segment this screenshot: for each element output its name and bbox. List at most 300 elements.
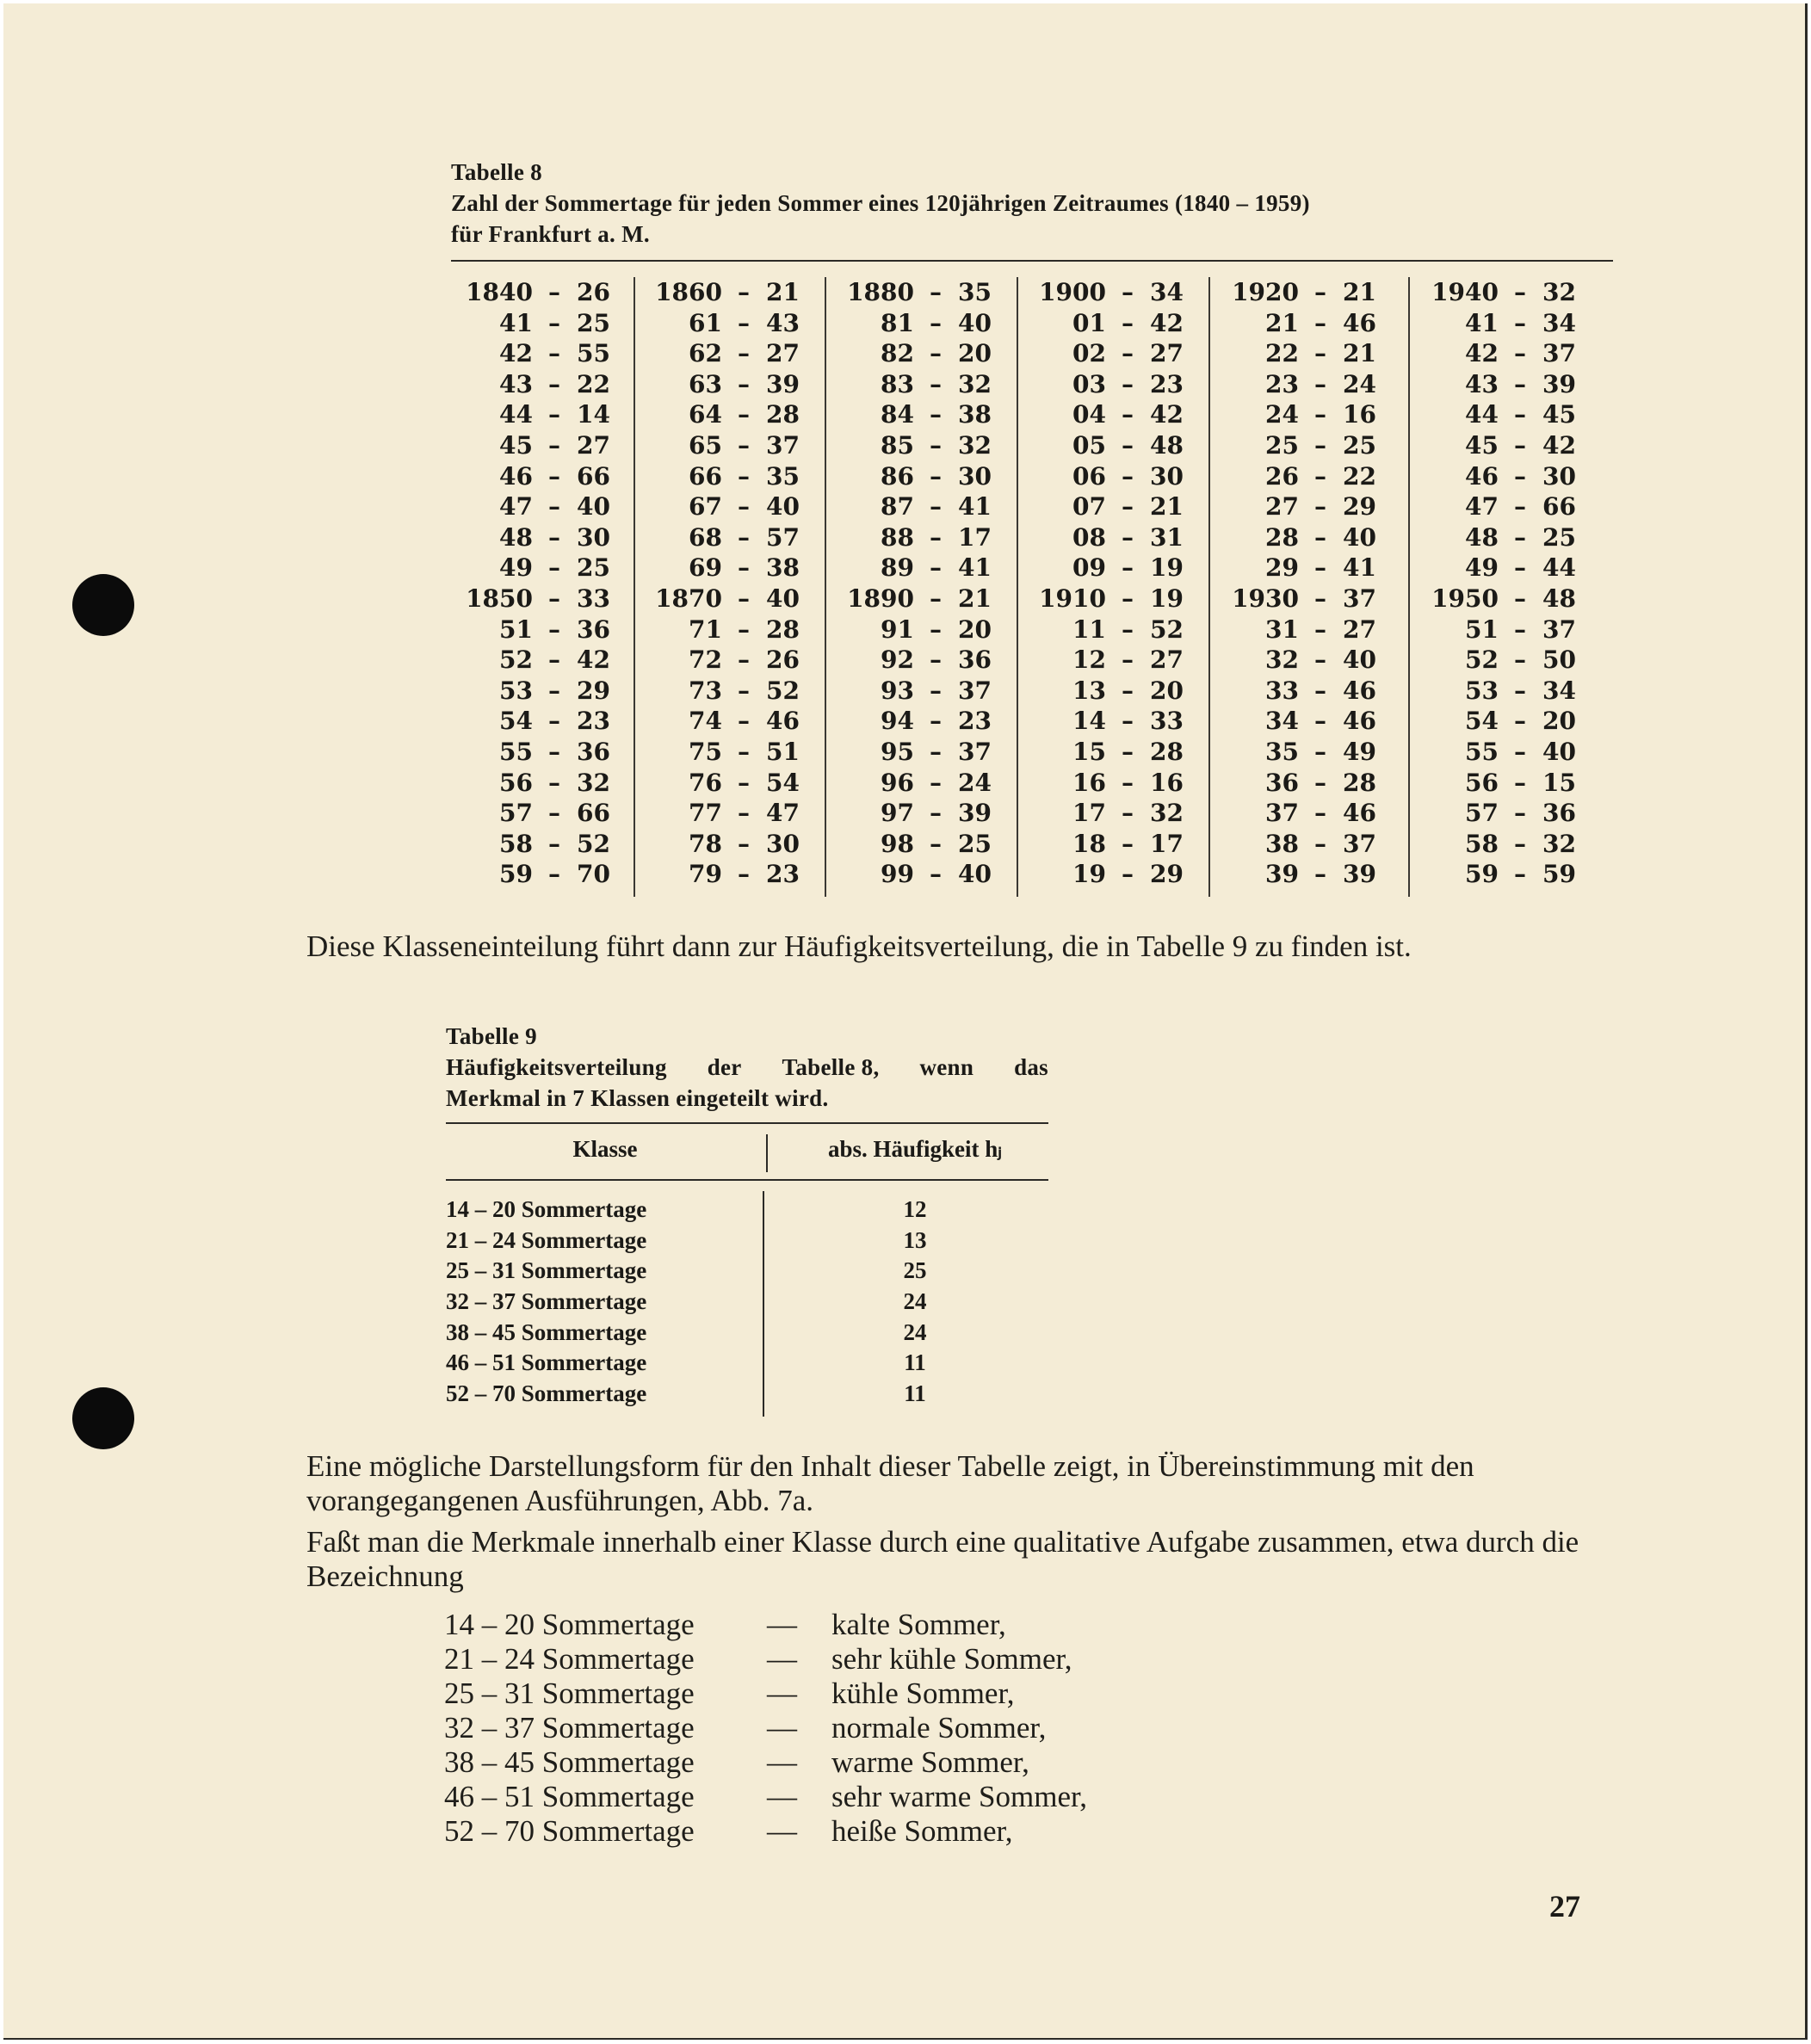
table8-year: 78 [689,829,722,858]
table8-count: 46 [1343,799,1376,828]
table8-dash: – [738,584,750,613]
table8-count: 28 [766,400,800,429]
table9-klasse: 38 – 45 Sommertage [446,1318,647,1345]
table8-year: 15 [1072,737,1106,766]
table8-row [1417,553,1608,584]
table8-dash: – [548,768,560,797]
table8-row [1417,338,1608,369]
table8-year: 71 [689,614,722,644]
table8-row [1217,645,1408,676]
table8-count: 24 [1343,369,1376,398]
table8-row [1217,614,1408,645]
table8-year: 51 [499,614,533,644]
table8-dash: – [738,768,750,797]
table8-count: 30 [958,461,992,491]
table8-year: 46 [1465,461,1499,491]
table8-row [640,338,825,369]
table8-count: 25 [577,308,610,337]
table8-row [640,859,825,890]
table8-row [1024,859,1208,890]
table8-row [451,461,634,492]
paragraph-merkmale: Faßt man die Merkmale innerhalb einer Klasse durch eine qualitative Aufgabe zusammen, etwa durch die Bezeichnung [306,1525,1579,1593]
table8-count: 36 [1542,799,1576,828]
table8-row [832,338,1017,369]
table8-dash: – [1514,400,1526,429]
table8-row [1417,308,1608,339]
table8-dash: – [1514,369,1526,398]
table8-count: 46 [1343,676,1376,705]
table8-count: 31 [1150,522,1184,552]
table8-year: 14 [1072,707,1106,736]
table8-row [832,369,1017,400]
table8-row [1417,859,1608,890]
classification-range: 46 – 51 Sommertage [444,1780,695,1813]
table8-dash: – [1122,799,1134,828]
table8-year: 36 [1265,768,1299,797]
table8-row [832,399,1017,430]
table8-year: 94 [881,707,914,736]
table8-row [832,308,1017,339]
table8-year: 56 [1465,768,1499,797]
table8-year: 54 [1465,707,1499,736]
table8-dash: – [1514,860,1526,889]
table8-count: 25 [1343,430,1376,460]
table8-dash: – [930,707,942,736]
table8-row [1024,614,1208,645]
classification-list [444,1608,1262,1849]
table8-row [832,829,1017,860]
table8-count: 29 [1150,860,1184,889]
table8-count: 37 [1542,339,1576,368]
table8-count: 44 [1542,553,1576,583]
table8-count: 17 [1150,829,1184,858]
table8-year: 85 [881,430,914,460]
table9-row [446,1348,1048,1379]
table8-count: 36 [577,614,610,644]
table8-dash: – [548,860,560,889]
classification-dash: — [767,1780,797,1813]
table8-count: 34 [1542,308,1576,337]
table8-count: 26 [577,278,610,306]
table8-year: 43 [499,369,533,398]
table8-year: 12 [1072,645,1106,675]
table8-count: 40 [1542,737,1576,766]
table8-count: 21 [766,278,800,306]
table9-haeufigkeit: 24 [903,1288,927,1315]
table8-year: 26 [1265,461,1299,491]
table8-year: 11 [1072,614,1106,644]
table8-dash: – [738,645,750,675]
table8-year: 42 [499,339,533,368]
table8-row [1417,430,1608,461]
table8-year: 01 [1072,308,1106,337]
table8-dash: – [930,369,942,398]
table8-count: 32 [577,768,610,797]
classification-item [444,1677,1262,1711]
table8-dash: – [548,369,560,398]
table8-dash: – [1314,308,1326,337]
table8-year: 03 [1072,369,1106,398]
table8-year: 02 [1072,339,1106,368]
table8-dash: – [930,829,942,858]
table8-dash: – [1514,492,1526,522]
table8-row [1217,522,1408,553]
table8-dash: – [1122,339,1134,368]
table8-dash: – [1314,707,1326,736]
table8-count: 37 [958,737,992,766]
table8-row [451,369,634,400]
classification-item [444,1608,1262,1642]
table8-count: 35 [958,278,992,306]
table8-dash: – [738,339,750,368]
table8-year: 37 [1265,799,1299,828]
table8-count: 16 [1343,400,1376,429]
table8-dash: – [1314,676,1326,705]
table8-year: 84 [881,400,914,429]
classification-description: kühle Sommer, [831,1677,1015,1710]
table8-dash: – [1314,645,1326,675]
table8-row [832,645,1017,676]
table8-count: 19 [1150,553,1184,583]
table8-dash: – [548,461,560,491]
table8-year: 61 [689,308,722,337]
table8-row [1217,829,1408,860]
table8-row [1024,829,1208,860]
table8-year: 29 [1265,553,1299,583]
table8-row [1217,308,1408,339]
table8-row [1024,430,1208,461]
table8-row [640,584,825,614]
table8-row [451,338,634,369]
table8-row [1024,553,1208,584]
table8-dash: – [1122,614,1134,644]
table8-year: 74 [689,707,722,736]
table8-count: 39 [1542,369,1576,398]
table8-column [640,277,826,897]
book-page [3,3,1808,2040]
table8-count: 41 [1343,553,1376,583]
table8-year: 62 [689,339,722,368]
table8-row [1024,584,1208,614]
table8-row [1217,491,1408,522]
table8-row [640,491,825,522]
table8-year: 63 [689,369,722,398]
table9-title-word: der [707,1054,742,1080]
table8-row [832,491,1017,522]
table8-year: 1950 [1431,584,1499,613]
table8-count: 51 [766,737,800,766]
table8-year: 33 [1265,676,1299,705]
table8-dash: – [1122,492,1134,522]
table8-count: 32 [1542,829,1576,858]
table8-count: 37 [1343,584,1376,613]
table8-count: 42 [577,645,610,675]
table8-year: 41 [499,308,533,337]
table8-dash: – [1122,522,1134,552]
table8-row [832,768,1017,799]
table9-title-word: das [1014,1054,1048,1080]
table8-year: 1880 [847,278,914,306]
table8-count: 24 [958,768,992,797]
table8-row [451,737,634,768]
table8-year: 59 [1465,860,1499,889]
table8-year: 47 [1465,492,1499,522]
table9-klasse: 46 – 51 Sommertage [446,1349,647,1376]
table8-dash: – [548,400,560,429]
table8-count: 40 [766,492,800,522]
table8-count: 23 [766,860,800,889]
table8-year: 06 [1072,461,1106,491]
table8-year: 25 [1265,430,1299,460]
table8-year: 45 [1465,430,1499,460]
table8-dash: – [1314,768,1326,797]
table8-dash: – [1314,737,1326,766]
table8-row [1024,491,1208,522]
table8-row [1024,522,1208,553]
table8-year: 68 [689,522,722,552]
table8-dash: – [548,676,560,705]
table8-count: 38 [766,553,800,583]
classification-range: 32 – 37 Sommertage [444,1711,695,1745]
table8-count: 22 [577,369,610,398]
table8-year: 49 [1465,553,1499,583]
table8-year: 1840 [466,278,533,306]
table8-row [1024,338,1208,369]
table8-dash: – [738,707,750,736]
classification-range: 38 – 45 Sommertage [444,1745,695,1779]
table8-year: 52 [1465,645,1499,675]
table8-row [640,829,825,860]
table8-count: 25 [1542,522,1576,552]
table8-row [1217,737,1408,768]
table8-year: 1890 [847,584,914,613]
table8-year: 1940 [1431,278,1499,306]
classification-description: sehr kühle Sommer, [831,1642,1072,1676]
table8-dash: – [1122,676,1134,705]
table8-dash: – [1514,799,1526,828]
table8-row [640,798,825,829]
table8-row [1217,706,1408,737]
table8-dash: – [738,461,750,491]
table8-row [1024,706,1208,737]
table8-year: 44 [1465,400,1499,429]
table9-klasse: 32 – 37 Sommertage [446,1288,647,1315]
table8-dash: – [548,553,560,583]
table8-count: 57 [766,522,800,552]
table8-row [1024,308,1208,339]
table8-year: 23 [1265,369,1299,398]
table8-row [832,859,1017,890]
table8-row [451,859,634,890]
table9-row [446,1195,1048,1226]
table8-dash: – [738,676,750,705]
table8-count: 42 [1542,430,1576,460]
table8-count: 66 [577,461,610,491]
table8-year: 66 [689,461,722,491]
table8-year: 21 [1265,308,1299,337]
table8-dash: – [1122,430,1134,460]
table8-count: 32 [958,430,992,460]
table8-count: 26 [766,645,800,675]
table8-year: 86 [881,461,914,491]
table8-dash: – [1514,584,1526,613]
table8-count: 33 [577,584,610,613]
table8-count: 25 [958,829,992,858]
table8-row [832,277,1017,308]
table8-row [1417,399,1608,430]
table8-count: 37 [958,676,992,705]
table8-dash: – [1314,369,1326,398]
table8-row [832,522,1017,553]
table8-count: 25 [577,553,610,583]
table8-count: 29 [1343,492,1376,522]
table8-dash: – [1314,278,1326,306]
table8-row [451,829,634,860]
table8-count: 41 [958,553,992,583]
table8-year: 54 [499,707,533,736]
table8-year: 38 [1265,829,1299,858]
table8-year: 48 [1465,522,1499,552]
table8-count: 21 [1150,492,1184,522]
table8-row [1217,859,1408,890]
table8-row [640,430,825,461]
table8-dash: – [1122,707,1134,736]
table8-dash: – [930,492,942,522]
table8-row [1024,798,1208,829]
table9-klasse: 52 – 70 Sommertage [446,1380,647,1407]
table8-count: 48 [1150,430,1184,460]
table8-year: 43 [1465,369,1499,398]
table8-year: 75 [689,737,722,766]
table8-row [1417,829,1608,860]
table8-dash: – [738,278,750,306]
table8-row [640,308,825,339]
classification-range: 14 – 20 Sommertage [444,1608,695,1641]
table8-count: 47 [766,799,800,828]
table8-row [832,430,1017,461]
table8-year: 56 [499,768,533,797]
table8-year: 58 [499,829,533,858]
table8-dash: – [1122,645,1134,675]
table8-dash: – [548,492,560,522]
table8-row [1024,737,1208,768]
table8-year: 57 [1465,799,1499,828]
table8-year: 46 [499,461,533,491]
table8-count: 36 [958,645,992,675]
table8-row [640,399,825,430]
table8-row [1217,430,1408,461]
table8-count: 42 [1150,308,1184,337]
table8-dash: – [1514,768,1526,797]
table9-header-haeufigkeit: abs. Häufigkeit hⱼ [827,1136,1002,1162]
table8-row [640,461,825,492]
table8-row [640,645,825,676]
classification-dash: — [767,1814,797,1848]
table8-count: 30 [1542,461,1576,491]
table8-count: 32 [1150,799,1184,828]
table8-dash: – [930,860,942,889]
table8-row [1417,768,1608,799]
classification-range: 21 – 24 Sommertage [444,1642,695,1676]
table8-year: 1900 [1039,278,1106,306]
table8-count: 37 [1542,614,1576,644]
table8-row [451,491,634,522]
table8-count: 32 [958,369,992,398]
table8-count: 55 [577,339,610,368]
table8-row [640,277,825,308]
table8-count: 33 [1150,707,1184,736]
table8-year: 27 [1265,492,1299,522]
table8-dash: – [1514,829,1526,858]
table8-row [640,553,825,584]
table9-row [446,1256,1048,1287]
table8-row [832,553,1017,584]
table8-year: 53 [1465,676,1499,705]
table8-count: 15 [1542,768,1576,797]
paragraph-intro-table9: Diese Klasseneinteilung führt dann zur Häufigkeitsverteilung, die in Tabelle 9 zu finden ist. [306,929,1412,963]
punch-hole [72,574,134,636]
table8-dash: – [1122,278,1134,306]
table8-top-rule [451,260,1613,262]
table8-dash: – [1314,553,1326,583]
table8-count: 49 [1343,737,1376,766]
table8-dash: – [930,768,942,797]
classification-item [444,1745,1262,1780]
table8-dash: – [930,461,942,491]
table8-row [1217,768,1408,799]
table8-count: 66 [1542,492,1576,522]
table8-count: 34 [1150,278,1184,306]
table8-count: 30 [1150,461,1184,491]
table8-dash: – [1514,676,1526,705]
table8-dash: – [930,645,942,675]
table8-count: 20 [1542,707,1576,736]
table8-row [1024,369,1208,400]
table8-year: 79 [689,860,722,889]
table8-dash: – [930,400,942,429]
table8-count: 23 [1150,369,1184,398]
table8-dash: – [548,308,560,337]
table8-count: 39 [766,369,800,398]
table8-row [1417,491,1608,522]
table8-dash: – [1314,860,1326,889]
classification-description: heiße Sommer, [831,1814,1013,1848]
table8-row [640,676,825,707]
table8-dash: – [1514,737,1526,766]
classification-dash: — [767,1677,797,1710]
table8-year: 1870 [655,584,722,613]
table8-year: 1850 [466,584,533,613]
table8-row [832,614,1017,645]
table8-count: 37 [1343,829,1376,858]
table8-year: 31 [1265,614,1299,644]
table8-year: 91 [881,614,914,644]
table8-row [640,706,825,737]
table8-year: 09 [1072,553,1106,583]
table8-count: 52 [766,676,800,705]
table8-count: 41 [958,492,992,522]
table8-dash: – [738,492,750,522]
table8-count: 40 [1343,645,1376,675]
table8-row [832,461,1017,492]
table9-label: Tabelle 9 [446,1023,537,1049]
table8-count: 27 [577,430,610,460]
table9-row [446,1287,1048,1318]
table8-row [451,553,634,584]
table8-count: 27 [766,339,800,368]
table8-dash: – [1122,369,1134,398]
table8-caption [451,157,1310,250]
